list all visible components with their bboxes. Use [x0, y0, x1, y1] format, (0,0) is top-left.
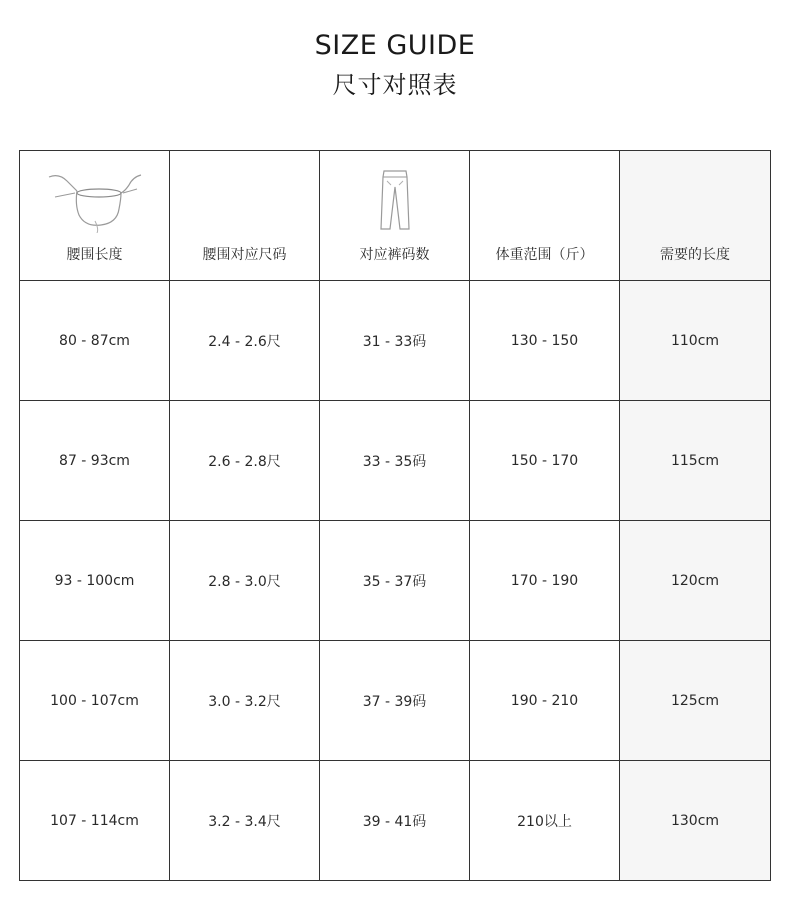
cell-waist-size: 2.4 - 2.6尺 [170, 281, 320, 401]
table-header-row [20, 151, 771, 281]
waist-measure-icon [45, 163, 145, 233]
cell-required-length: 115cm [620, 401, 771, 521]
page-subtitle: 尺寸对照表 [332, 71, 458, 99]
cell-pants-size: 35 - 37码 [320, 521, 470, 641]
header-waist-length [20, 151, 170, 281]
table-row [20, 641, 771, 761]
cell-pants-size: 37 - 39码 [320, 641, 470, 761]
cell-waist-size: 3.0 - 3.2尺 [170, 641, 320, 761]
header-required-length [620, 151, 771, 281]
header-waist-size [170, 151, 320, 281]
column-label: 腰围长度 [66, 247, 123, 263]
table-row [20, 761, 771, 881]
cell-waist-size: 2.8 - 3.0尺 [170, 521, 320, 641]
header-weight-range [470, 151, 620, 281]
cell-pants-size: 39 - 41码 [320, 761, 470, 881]
cell-required-length: 130cm [620, 761, 771, 881]
trousers-icon [365, 163, 425, 233]
column-label: 腰围对应尺码 [202, 247, 287, 263]
table-row [20, 401, 771, 521]
cell-weight-range: 190 - 210 [470, 641, 620, 761]
column-label: 对应裤码数 [359, 247, 430, 263]
cell-waist-length: 93 - 100cm [20, 521, 170, 641]
table-row [20, 281, 771, 401]
header-pants-size [320, 151, 470, 281]
cell-waist-length: 87 - 93cm [20, 401, 170, 521]
cell-required-length: 110cm [620, 281, 771, 401]
cell-pants-size: 31 - 33码 [320, 281, 470, 401]
cell-required-length: 125cm [620, 641, 771, 761]
column-label: 需要的长度 [660, 247, 730, 263]
page-title: SIZE GUIDE [314, 30, 476, 61]
cell-weight-range: 150 - 170 [470, 401, 620, 521]
cell-waist-size: 2.6 - 2.8尺 [170, 401, 320, 521]
cell-waist-length: 80 - 87cm [20, 281, 170, 401]
cell-weight-range: 170 - 190 [470, 521, 620, 641]
cell-waist-length: 100 - 107cm [20, 641, 170, 761]
column-label: 体重范围（斤） [495, 247, 594, 263]
cell-weight-range: 130 - 150 [470, 281, 620, 401]
cell-pants-size: 33 - 35码 [320, 401, 470, 521]
cell-weight-range: 210以上 [470, 761, 620, 881]
table-row [20, 521, 771, 641]
size-table [19, 150, 771, 881]
cell-waist-size: 3.2 - 3.4尺 [170, 761, 320, 881]
cell-waist-length: 107 - 114cm [20, 761, 170, 881]
cell-required-length: 120cm [620, 521, 771, 641]
